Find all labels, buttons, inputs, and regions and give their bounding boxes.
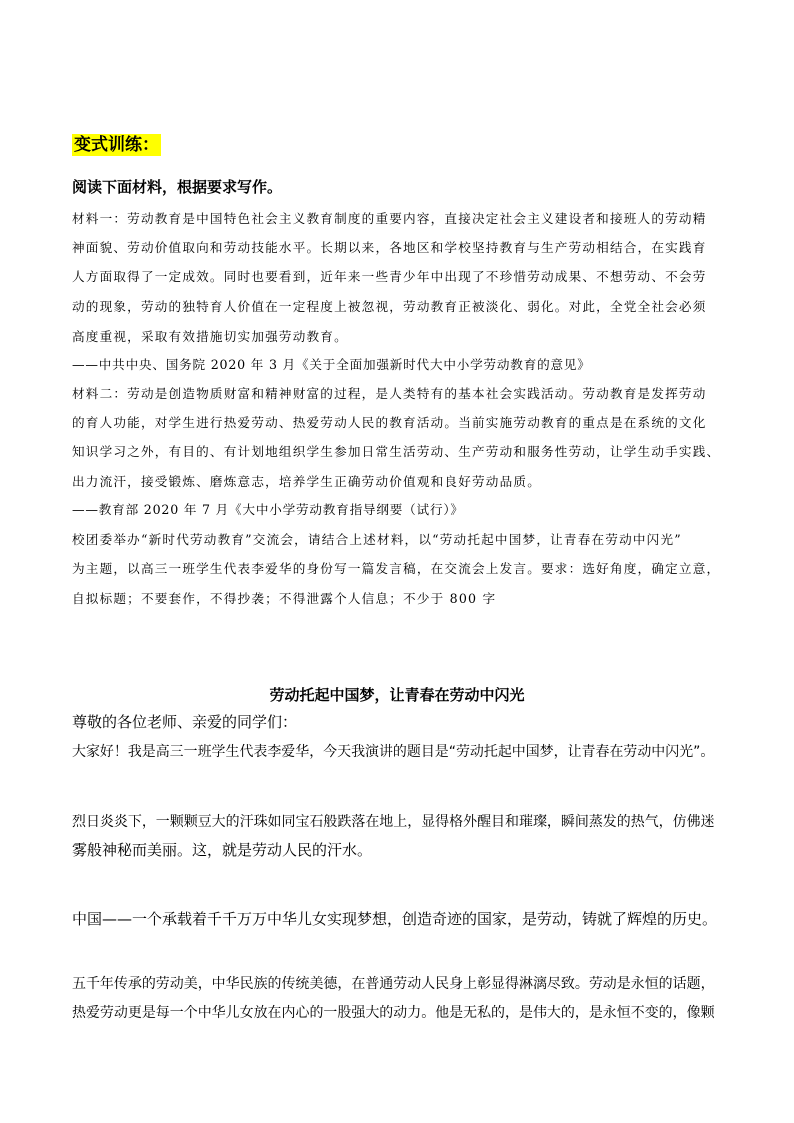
essay-line: 大家好！我是高三一班学生代表李爱华，今天我演讲的题目是“劳动托起中国梦，让青春在劳动中闪光”。 bbox=[72, 744, 715, 760]
essay-title: 劳动托起中国梦，让青春在劳动中闪光 bbox=[269, 686, 525, 704]
essay-line: 雾般神秘而美丽。这，就是劳动人民的汗水。 bbox=[72, 841, 373, 859]
writing-prompt: 阅读下面材料，根据要求写作。 bbox=[72, 178, 283, 196]
material-line: 动的现象，劳动的独特育人价值在一定程度上被忽视，劳动教育正被淡化、弱化。对此，全党全社会必须 bbox=[72, 299, 707, 314]
essay-line: 五千年传承的劳动美，中华民族的传统美德，在普通劳动人民身上彰显得淋漓尽致。劳动是永恒的话题， bbox=[72, 976, 715, 992]
material-line: 人方面取得了一定成效。同时也要看到，近年来一些青少年中出现了不珍惜劳动成果、不想劳动、不会劳 bbox=[72, 269, 707, 284]
essay-line: 热爱劳动更是每一个中华儿女放在内心的一股强大的动力。他是无私的，是伟大的，是永恒不变的，像颗 bbox=[72, 1005, 715, 1021]
material-line: 材料二：劳动是创造物质财富和精神财富的过程，是人类特有的基本社会实践活动。劳动教育是发挥劳动 bbox=[72, 386, 707, 401]
material-line: 知识学习之外，有目的、有计划地组织学生参加日常生活劳动、生产劳动和服务性劳动，让学生动手实践、 bbox=[72, 444, 721, 459]
material-source: ——教育部 2020 年 7 月《大中小学劳动教育指导纲要（试行）》 bbox=[72, 502, 464, 517]
section-heading: 变式训练： bbox=[74, 135, 159, 155]
material-line: 出力流汗，接受锻炼、磨炼意志，培养学生正确劳动价值观和良好劳动品质。 bbox=[72, 474, 541, 489]
task-line: 校团委举办“新时代劳动教育”交流会，请结合上述材料，以“劳动托起中国梦，让青春在劳动中闪光” bbox=[72, 532, 682, 547]
material-line: 神面貌、劳动价值取向和劳动技能水平。长期以来，各地区和学校坚持教育与生产劳动相结合，在实践育 bbox=[72, 240, 707, 255]
material-line: 高度重视，采取有效措施切实加强劳动教育。 bbox=[72, 329, 348, 344]
essay-salutation: 尊敬的各位老师、亲爱的同学们： bbox=[72, 713, 298, 731]
material-source: ——中共中央、国务院 2020 年 3 月《关于全面加强新时代大中小学劳动教育的意见》 bbox=[72, 357, 591, 372]
task-line: 自拟标题；不要套作，不得抄袭；不得泄露个人信息；不少于 800 字 bbox=[72, 591, 497, 606]
essay-line: 烈日炎炎下，一颗颗豆大的汗珠如同宝石般跌落在地上，显得格外醒目和璀璨，瞬间蒸发的热气，仿佛迷 bbox=[72, 814, 715, 830]
material-line: 材料一：劳动教育是中国特色社会主义教育制度的重要内容，直接决定社会主义建设者和接班人的劳动精 bbox=[72, 211, 707, 226]
material-line: 的育人功能，对学生进行热爱劳动、热爱劳动人民的教育活动。当前实施劳动教育的重点是在系统的文化 bbox=[72, 415, 707, 430]
task-line: 为主题，以高三一班学生代表李爱华的身份写一篇发言稿，在交流会上发言。要求：选好角度，确定立意， bbox=[72, 561, 721, 576]
essay-line: 中国——一个承载着千千万万中华儿女实现梦想，创造奇迹的国家，是劳动，铸就了辉煌的历史。 bbox=[72, 910, 718, 928]
